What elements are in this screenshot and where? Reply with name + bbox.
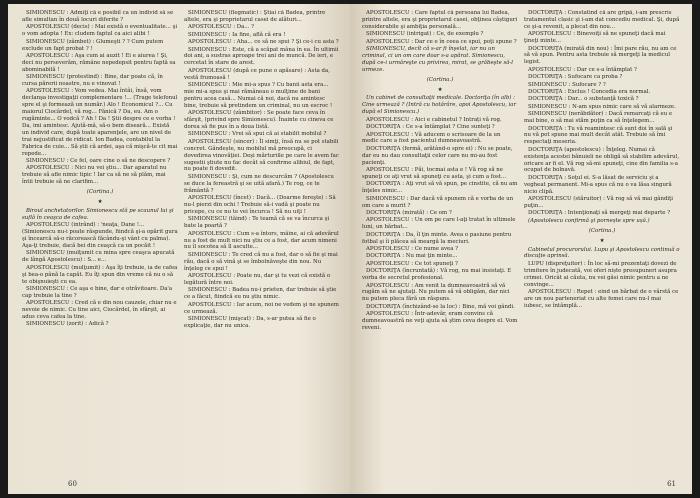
scene-separator: ★ xyxy=(437,86,443,93)
dialogue-paragraph: SIMIONESCU (zâmbet) : Glumeşti ? ? Cum putem exclude un fapt probat ? ! xyxy=(22,38,164,52)
dialogue-paragraph: APOSTOLESCU : Vă aducem o scrisoare de la un medic care a fost pacientul dumneavoastră. xyxy=(362,131,501,145)
dialogue-paragraph: APOSTOLESCU : Nici nu vei ştiu... Dar aparatul nu trebuie să afle nimic tipic ! Iar ca să ne să plăm, mai întii trebuie să ne clarifim... xyxy=(22,165,167,186)
dialogue-paragraph: APOSTOLESCU : Am venit la dumneavoastră să vă rugăm să ne ajutaţi. Nu putem să vă obligăm, dar nici nu putem pleca fără un răspuns. xyxy=(362,282,510,303)
dialogue-paragraph: SIMIONESCU (mişcat) : Da, s-ar putea să fie o explicaţie, dar nu unica. xyxy=(184,315,316,329)
dialogue-paragraph: SIMIONESCU (protestind) : Bine, dar poate că, în cursa părerii noastre, nu e vinovat ! xyxy=(22,74,163,88)
dialogue-paragraph: APOSTOLESCU (sincer) : Îl simţi, însă nu se pot stabili concret. Gândește, nu mobilul mă preocupă, ci dovedirea vinovăţiei. Deşi mărturiile pe care le avem fac sugestii ştiute nu fac decât să confirme alibiul, de fapt, nu poate fi dovedit. xyxy=(184,138,339,173)
dialogue-paragraph: SIMIONESCU : Este, că a scăpat mâna în ea. În ultimii doi ani, a sustras aproape trei ani de muncă. De ieri, e cercetat în stare de arest. xyxy=(184,46,339,67)
dialogue-paragraph: SIMIONESCU, decît că s-ar fi înşelat, iar nu un criminal, ci un om care doar s-a apărat. Simionescu, după ce-i urmăreşte cu privirea, mirat, se grăbeşte să-l urmeze. xyxy=(362,46,514,73)
dialogue-paragraph: APOSTOLESCU : Poate nu, dar şi tu vezi că există o legătură între noi. xyxy=(184,273,331,286)
dialogue-paragraph: DOCTORIŢA : Da, îl ţin minte. Avea o pasiune pentru fotbal şi îi plăcea să meargă la meciuri. xyxy=(362,231,512,245)
dialogue-paragraph: APOSTOLESCU : Care faptul că persoana lui Badea, printre altele, era şi proprietarul casei, obţinea câștiguri considerabile şi ambiţia personală... xyxy=(362,10,518,30)
stage-direction: (Cortina.) xyxy=(426,76,454,83)
dialogue-paragraph: SIMIONESCU : Dar dacă vă spunem că e vorba de un om care a murit ? xyxy=(362,195,514,209)
right-column-2 xyxy=(524,10,680,472)
dialogue-paragraph: APOSTOLESCU : Vom vedea. Mai întâi, însă, vom declanşa investigaţii complementare !... (Trage telefonul spre el şi formează un număr.) Alo ! Economicul ?... Cu maiorul Ciocârdel, vă rog... Fănică ? Da, eu. Am o rugăminte... O vodcă ? Ah ! Da ! Ştii despre ce e vorba ! Da, imi amintesc. Ajută-mă, să-o bem diseară... Există un individ care, după toate aparenţele, are un nivel de trai nejustificat de ridicat. Ion Badea, contabilul la Fabrica de cuie... Să știi că ardei, aşa că mişcă-te cit mai repede... xyxy=(22,88,178,157)
left-page xyxy=(8,4,350,494)
dialogue-paragraph: SIMIONESCU (zorit) : Adică ? xyxy=(26,321,109,328)
dialogue-paragraph: Cabinetul procurorului. Lupu şi Apostolescu continuă o discuţie aprinsă. xyxy=(524,246,680,260)
dialogue-paragraph: SIMIONESCU : N-am spus nimic care să vă alarmeze. xyxy=(528,103,676,110)
dialogue-paragraph: DOCTORIŢA (apostolescu) : Înţeleg. Numai că existenţa acestei bănuieli ne obligă să stabilim adevărul, oricare ar fi el. Vă rog să-mi spuneţi, cine din familia s-a ocupat de bolnavă. xyxy=(524,146,680,174)
dialogue-paragraph: SIMIONESCU : Ia fine, află că era ! xyxy=(188,31,286,38)
dialogue-paragraph: APOSTOLESCU : Păi, tocmai asta e ! Vă rog să ne spuneţi ce aţi vrut să spuneţi cu asta, şi cum a fost... xyxy=(362,167,507,180)
left-page-number: 60 xyxy=(68,480,77,488)
dialogue-paragraph: SIMIONESCU : Sufocare ? ? xyxy=(528,81,606,88)
dialogue-paragraph: APOSTOLESCU : Într-adevăr, eram convins că dumneavoastră ne veţi ajuta să ştim ceva despre el. Vom reveni. xyxy=(362,311,518,331)
dialogue-paragraph: APOSTOLESCU : Da... ? xyxy=(188,24,255,31)
dialogue-paragraph: DOCTORIŢA (încruntată) : Vă rog, nu mai insistaţi. E vorba de secretul profesional. xyxy=(362,268,512,282)
dialogue-paragraph: SIMIONESCU (mulţumit cu mina spre ceaşca apucată de lângă Apostolescu) : S... e... xyxy=(22,250,175,264)
dialogue-paragraph: DOCTORIŢA : Soţul ei. S-a lăsat de serviciu şi a vegheat permanent. Mi-a spus că nu o va lăsa singură nicio clipă. xyxy=(524,174,672,195)
dialogue-paragraph: (Apostolescu confirmă şi pornește spre ușă.) xyxy=(528,217,650,224)
dialogue-paragraph: LUPU (dispreţuitor) : În loc să-mi prezentaţi dovezi de trimitere în judecată, voi oferi niște presupuneri asupra crimei. Oricât ai căuta, nu vei găsi nimic pentru a ne convinge... xyxy=(524,260,677,288)
dialogue-paragraph: APOSTOLESCU : Ce tot spuneţi ? xyxy=(366,260,458,267)
dialogue-paragraph: APOSTOLESCU : Ce nume avea ? xyxy=(366,246,459,252)
right-page xyxy=(350,4,692,494)
dialogue-paragraph: APOSTOLESCU : Iar acum, noi ne vedem şi ne spunem ce urmează. xyxy=(184,301,339,315)
dialogue-paragraph: DOCTORIŢA : Dar... o substanţă toxică ? xyxy=(528,96,639,103)
dialogue-paragraph: Un cabinet de consultaţii medicale. Doctoriţa (în alb) : Cine urmează ? (Intră cu hotărâre, apoi Apostolescu, iar după el Simionescu.) xyxy=(362,95,517,116)
dialogue-paragraph: SIMIONESCU : Ce aşa e bine, dar e otrăvitoare. Da'a cap trebuie la tine ? xyxy=(22,285,173,299)
dialogue-paragraph: APOSTOLESCU (mulţumit) : Aşa îţi trebuie, ia de cafea şi bea-o până la capăt. Eu îţi spun din vreme că nu o să te obişnuieşti cu ea. xyxy=(22,264,178,285)
dialogue-paragraph: DOCTORIŢA : Tu vă reamintesc că sunt doi în sală şi nu vă pot spune mai mult decât atât. Trebuie să îmi respectaţi meseria. xyxy=(524,125,673,146)
dialogue-paragraph: APOSTOLESCU : Aha... ce să ne spui ? Şi ce-i cu asta ? xyxy=(188,39,339,46)
scene-separator: ★ xyxy=(97,199,103,206)
dialogue-paragraph: APOSTOLESCU : Un om pe care l-aţi tratat în ultimele luni, un bărbat... xyxy=(362,217,516,231)
dialogue-paragraph: DOCTORIŢA : Sufocare ca proba ? xyxy=(528,74,623,81)
dialogue-paragraph: DOCTORIŢA : Constatind că are gripă, i-am prescris tratamentul clasic şi i-am dat concediu medical. Şi, după ce şi-a revenit, a plecat din nou... xyxy=(524,10,680,30)
dialogue-paragraph: SIMIONESCU : Badea nu-i prieten, dar trebuie să ştie ce a făcut, fiindcă eu nu ştiu nimic. xyxy=(184,287,337,301)
left-columns xyxy=(22,10,340,472)
dialogue-paragraph: SIMIONESCU (nerăbdător) : Dacă remarcaţi că eu e mai bine, o să mai stăm puţin ca să înţelegem... xyxy=(524,111,673,125)
dialogue-paragraph: APOSTOLESCU (stăruitor) : Vă rog să vă mai gândiţi puţin... xyxy=(524,196,674,209)
stage-direction: (Cortina.) xyxy=(588,227,616,234)
dialogue-paragraph: APOSTOLESCU : Aici e cabinetul ? Intrați vă rog. xyxy=(366,116,502,123)
dialogue-paragraph: APOSTOLESCU (după ce pune o apăsare) : Asta da, vestă frumoasă ! xyxy=(184,67,330,81)
dialogue-paragraph: APOSTOLESCU : Dar ce s-a întâmplat ? xyxy=(528,66,637,73)
right-columns xyxy=(362,10,680,472)
dialogue-paragraph: SIMIONESCU : Şi, cum ne descurcăm ? (Apostolescu se duce la fereastră şi se uită afară.) Te rog, ce te frământă ? xyxy=(184,173,334,194)
scene-separator: ★ xyxy=(599,237,605,244)
dialogue-paragraph: DOCTORIŢA : Exclus ! Concedia era normal. xyxy=(528,88,651,95)
dialogue-paragraph: SIMIONESCU : Mie mi-a spus ? Cu banii asta era... mie mi-a spus şi mai rămâneau o mulţime de bani pentru acea casă... Numai că noi, dacă nu amintesc bine, trebuie să pretindem un criminal, nu un escroc ! xyxy=(184,82,333,109)
dialogue-paragraph: Biroul anchetatorilor. Simionescu stă pe scaunul lui şi suflă în ceaşca de cafea. xyxy=(22,207,174,221)
right-column-1 xyxy=(362,10,518,472)
dialogue-paragraph: DOCTORIŢA : Nu mai ţin minte... xyxy=(366,253,458,260)
dialogue-paragraph: APOSTOLESCU (decis) : Mai există o eventualitate... şi o vom adopta ! Ex: cludem faptul ca aici alibi ! xyxy=(22,24,178,38)
dialogue-paragraph: SIMIONESCU : Vrei să spui că ai stabilit mobilul ? xyxy=(188,131,327,138)
dialogue-paragraph: APOSTOLESCU (încet) : Dacă... (Doarme fereşte) : Să nu-l pierzi din ochi ! Trebuie să-i vadă şi poate nu pricepe, cu ce nu te vei încurca ! Să nu uiţi ! xyxy=(184,195,336,215)
dialogue-paragraph: APOSTOLESCU : Dar ce e în ceea ce spui, poţi spune ? xyxy=(366,38,517,45)
dialogue-paragraph: DOCTORIŢA (mirată) : Ce om ? xyxy=(366,209,452,216)
dialogue-paragraph: SIMIONESCU : Te cred că nu a fost, dar o să fie şi mai rău, dacă o să vină şi se îmbolnăveşte din nou. Nu înţeleg ce spui ! xyxy=(184,251,338,272)
stage-direction: (Cortina.) xyxy=(86,189,114,196)
dialogue-paragraph: APOSTOLESCU : Binevoiţi să ne spuneţi dacă mai ţineţi minte... xyxy=(524,31,666,45)
dialogue-paragraph: DOCTORIŢA : Intenţionaţi să mergeţi mai departe ? xyxy=(528,210,671,217)
left-column-2 xyxy=(184,10,340,472)
dialogue-paragraph: APOSTOLESCU : Cred că e din nou cauzele, chiar nu e nevoie de nimic. Cu tine aici, Ciocârdel, în sfârşit, ai adus ceva cafea la tine. xyxy=(22,300,177,321)
right-page-number: 61 xyxy=(667,480,676,488)
dialogue-paragraph: APOSTOLESCU (zâmbitor) : Se poate face ceva în sfârşit, (privind spre Simionescu). Înainte cu cineva ce dorea să fie pus în a doua listă. xyxy=(184,110,334,130)
left-column-1 xyxy=(22,10,178,472)
dialogue-paragraph: SIMIONESCU (tăind) : Te teamă că se va încurca şi bate la poartă ? xyxy=(184,216,330,230)
book-spread xyxy=(8,4,692,494)
dialogue-paragraph: SIMIONESCU : Admiţi că e posibil ca un individ să se afle simultan în două locuri diferite ? xyxy=(22,10,174,23)
dialogue-paragraph: APOSTOLESCU (intrând) : 'neaţa, Dane !... (Simionescu nu-i poate răspunde, fiindcă şi-a opărit gura şi încearcă să-o răcorească făcându-şi vânt cu palma). Aşa-ţi trebuie, dacă bei din ceaşcă ca un pocăit ! xyxy=(22,222,178,249)
dialogue-paragraph: DOCTORIŢA (închizând-se la loc) : Bine, mă voi gândi. xyxy=(366,303,515,310)
dialogue-paragraph: SIMIONESCU (intrigat) : Ce, de exemplu ? xyxy=(366,31,484,38)
dialogue-paragraph: SIMIONESCU : Ce fel, oare cine o să ne descopere ? xyxy=(26,158,171,165)
dialogue-paragraph: APOSTOLESCU : Aşa cum ai auzit ! Ei e aiurea ! Şi, deci nu perseverăm, rămâne nepedepsit pentru faptă sa abominabilă ! xyxy=(22,52,176,73)
dialogue-paragraph: APOSTOLESCU : Cum s-a întors, mâine, ai că adevărul nu a fost de mult nici nu ştiu ce a fost, dar acum nimeni nu îl socotea să îl asculte... xyxy=(184,230,339,251)
dialogue-paragraph: DOCTORIŢA : Aţi vrut să vă spun, pe cinstite, că nu am înţeles nimic... xyxy=(362,181,518,195)
dialogue-paragraph: SIMIONESCU (flegmatic) : Ştiai că Badea, printre altele, era şi proprietarul casei de alături... xyxy=(184,10,326,23)
dialogue-paragraph: DOCTORIŢA (mirată din nou) : Îmi pare rău, nu am ce să vă spun. Pentru asta trebuie să mergeţi la medicul legist. xyxy=(524,45,677,66)
dialogue-paragraph: DOCTORIŢA (fermă, arătând-o spre ei) : Nu se poate, dar eu nu dau consultaţii celor care nu mi-au fost pacienţi. xyxy=(362,145,513,166)
dialogue-paragraph: DOCTORIŢA : Ce s-a întâmplat ? Cine sunteţi ? xyxy=(366,124,495,131)
dialogue-paragraph: APOSTOLESCU : Repet : eind un bărbat de o vârstă ce are un nou parteneriat cu alte femei care nu-l mai iubesc, se întâmplă... xyxy=(524,288,679,309)
